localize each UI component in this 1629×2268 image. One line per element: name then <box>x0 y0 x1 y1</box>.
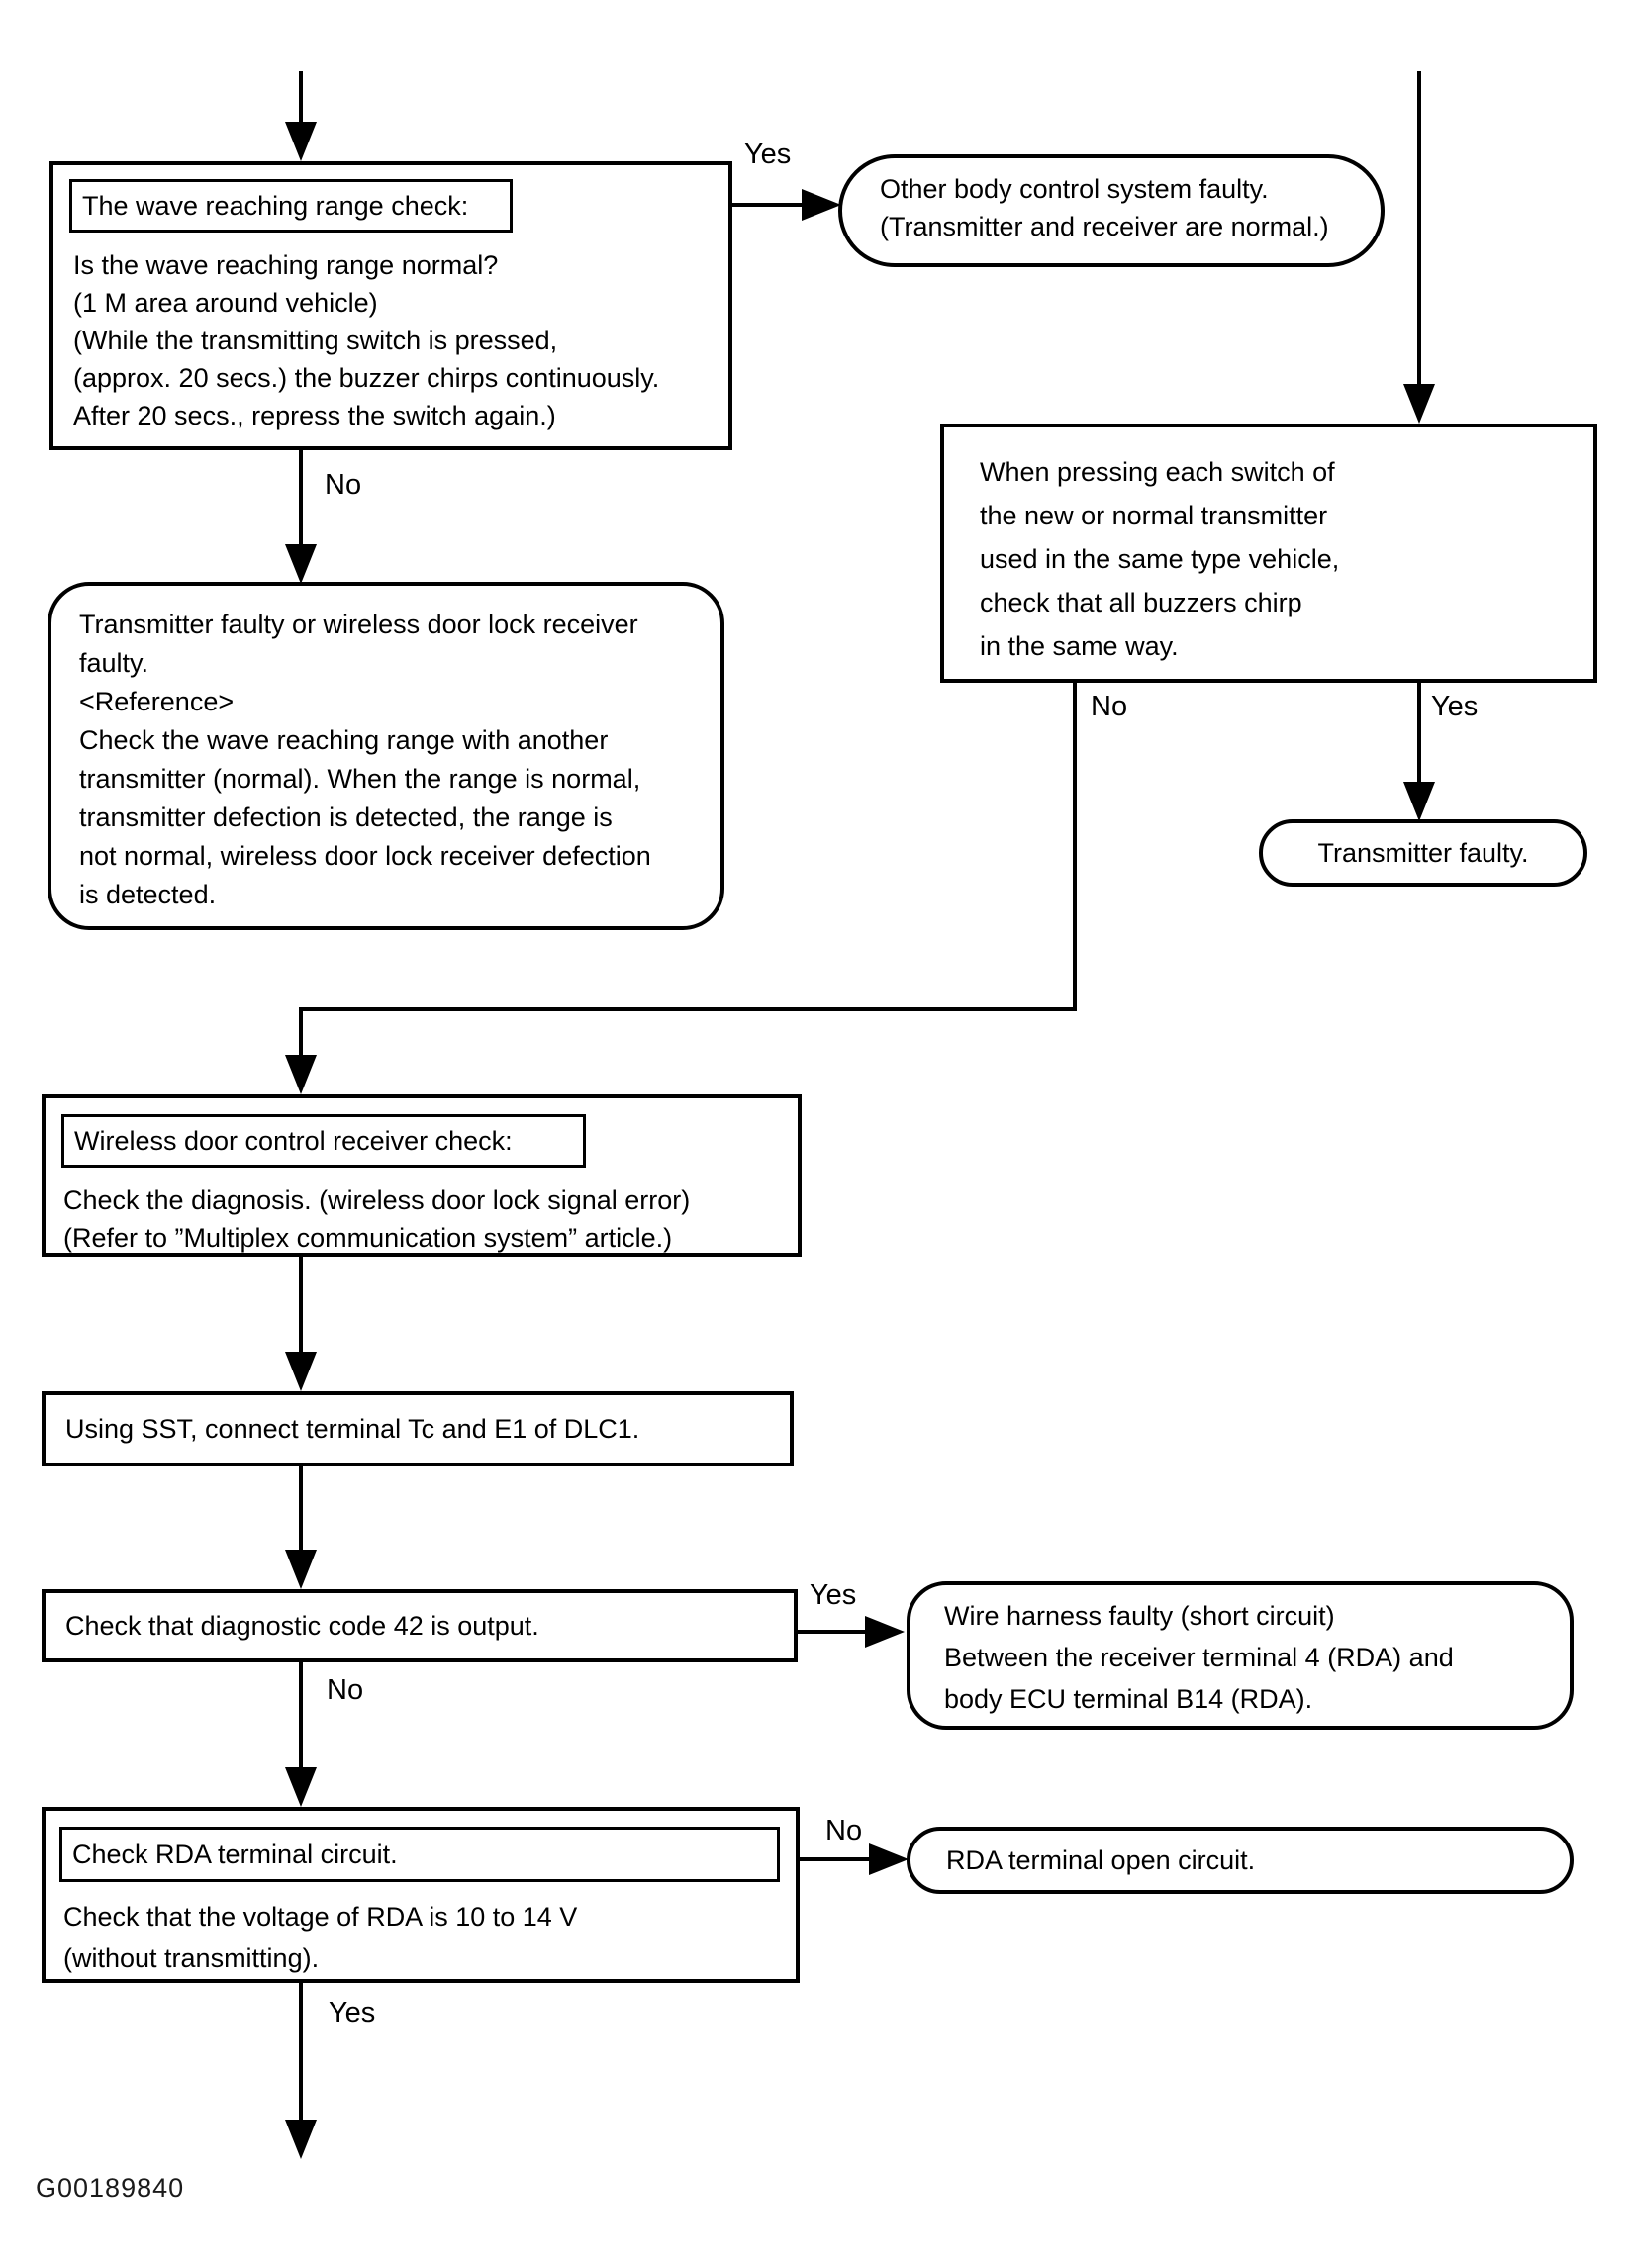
text-line: Transmitter faulty. <box>1317 837 1529 868</box>
arrowhead-switch-yes <box>1403 782 1435 821</box>
text-line: is detected. <box>79 880 217 909</box>
text-line: (Refer to ”Multiplex communication system” article.) <box>63 1223 673 1253</box>
arrowhead-receiver-check-entry <box>285 1055 317 1094</box>
text-line: Is the wave reaching range normal? <box>73 250 499 280</box>
branch-label-switch-yes: Yes <box>1431 691 1479 722</box>
arrowhead-rda-no <box>869 1843 909 1875</box>
connector-receiver-to-sst-line <box>299 1255 303 1356</box>
text-line: Check that the voltage of RDA is 10 to 14 V <box>63 1902 578 1932</box>
arrowhead-entry-switch <box>1403 384 1435 424</box>
text-line: in the same way. <box>980 631 1179 661</box>
node-wave-range-check <box>49 161 732 450</box>
connector-switch-no-line <box>1073 681 1077 1011</box>
text-line: Other body control system faulty. <box>880 174 1269 204</box>
text-line: <Reference> <box>79 687 235 716</box>
connector-elbow-vertical <box>299 1007 303 1059</box>
figure-id: G00189840 <box>36 2173 185 2203</box>
connector-switch-yes-line <box>1417 681 1421 784</box>
arrowhead-wave-no <box>285 544 317 584</box>
text-line: Using SST, connect terminal Tc and E1 of DLC1. <box>65 1413 640 1444</box>
text-line: (1 M area around vehicle) <box>73 288 378 318</box>
connector-sst-to-code42-line <box>299 1465 303 1554</box>
text-line: When pressing each switch of <box>980 457 1335 487</box>
connector-code42-yes-line <box>796 1630 867 1634</box>
node-transmitter-faulty <box>1259 819 1587 887</box>
text-line: body ECU terminal B14 (RDA). <box>944 1684 1313 1714</box>
node-receiver-check-title-box <box>61 1114 586 1168</box>
text-line: not normal, wireless door lock receiver defection <box>79 841 651 871</box>
text-line: used in the same type vehicle, <box>980 544 1340 574</box>
text-line: (approx. 20 secs.) the buzzer chirps continuously. <box>73 363 660 393</box>
arrowhead-code42-entry <box>285 1550 317 1589</box>
text-line: transmitter defection is detected, the range is <box>79 803 613 832</box>
arrowhead-sst-entry <box>285 1352 317 1391</box>
branch-label-wave-no: No <box>325 469 362 501</box>
text-line: RDA terminal open circuit. <box>946 1844 1256 1875</box>
node-title: Wireless door control receiver check: <box>74 1125 513 1156</box>
text-line: Check the wave reaching range with another <box>79 725 609 755</box>
text-line: After 20 secs., repress the switch again.) <box>73 401 556 430</box>
text-line: Wire harness faulty (short circuit) <box>944 1601 1335 1631</box>
node-receiver-check <box>42 1094 802 1257</box>
node-rda-terminal-check <box>42 1807 800 1983</box>
text-line: Transmitter faulty or wireless door lock receiver <box>79 610 638 639</box>
branch-label-code42-yes: Yes <box>810 1579 857 1611</box>
text-line: (Transmitter and receiver are normal.) <box>880 212 1329 241</box>
node-sst-connect <box>42 1391 794 1466</box>
connector-wave-yes-line <box>732 203 806 207</box>
connector-wave-no-line <box>299 450 303 546</box>
node-other-body-control-faulty <box>838 154 1385 267</box>
node-switch-buzzer-check <box>940 424 1597 683</box>
node-wave-range-check-title-box <box>69 179 513 233</box>
arrowhead-wave-yes <box>802 189 841 221</box>
branch-label-switch-no: No <box>1091 691 1128 722</box>
node-rda-open-circuit <box>907 1827 1574 1894</box>
arrowhead-rda-check-entry <box>285 1767 317 1807</box>
connector-entry-switch-line <box>1417 71 1421 386</box>
text-line: the new or normal transmitter <box>980 501 1328 530</box>
node-rda-terminal-check-title-box <box>59 1827 780 1882</box>
arrowhead-code42-yes <box>865 1616 905 1648</box>
node-code42-check <box>42 1589 798 1662</box>
connector-rda-yes-line <box>299 1981 303 2122</box>
arrowhead-rda-yes <box>285 2120 317 2159</box>
branch-label-rda-no: No <box>825 1815 863 1846</box>
text-line: faulty. <box>79 648 149 678</box>
text-line: (While the transmitting switch is pressed, <box>73 326 558 355</box>
branch-label-rda-yes: Yes <box>329 1997 376 2029</box>
arrowhead-entry-wave <box>285 122 317 161</box>
text-line: Check that diagnostic code 42 is output. <box>65 1610 539 1641</box>
node-title: Check RDA terminal circuit. <box>72 1839 398 1869</box>
text-line: Check the diagnosis. (wireless door lock signal error) <box>63 1185 691 1215</box>
text-line: transmitter (normal). When the range is normal, <box>79 764 641 794</box>
connector-rda-no-line <box>798 1857 871 1861</box>
connector-elbow-horizontal <box>299 1007 1077 1011</box>
text-line: check that all buzzers chirp <box>980 588 1302 617</box>
branch-label-code42-no: No <box>327 1674 364 1706</box>
node-transmitter-or-receiver-faulty <box>48 582 724 930</box>
connector-code42-no-line <box>299 1662 303 1771</box>
node-wire-harness-faulty <box>907 1581 1574 1730</box>
text-line: (without transmitting). <box>63 1943 320 1973</box>
node-title: The wave reaching range check: <box>82 190 469 221</box>
text-line: Between the receiver terminal 4 (RDA) and <box>944 1643 1454 1672</box>
branch-label-wave-yes: Yes <box>744 139 792 170</box>
